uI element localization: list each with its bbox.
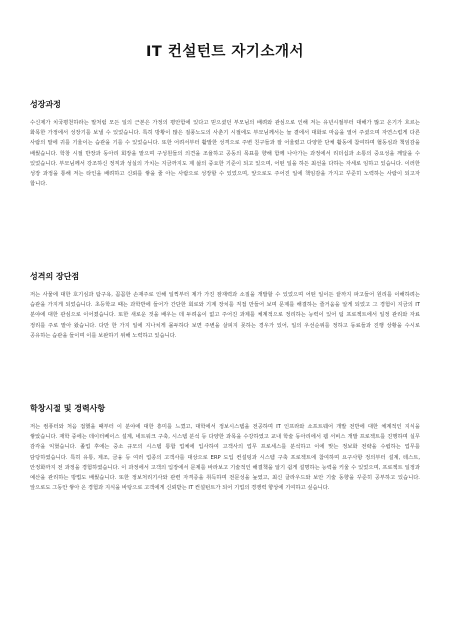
section-heading-strengths: 성격의 장단점 (30, 272, 80, 281)
section-body-education: 저는 컴퓨터와 처음 접했을 때부터 이 분야에 대한 흥미를 느꼈고, 대학에서 정보시스템을 전공하며 IT 인프라와 소프트웨어 개발 전반에 대한 체계적인 지식을 쌓았습니다. 재학 중에는 데이터베이스 설계, 네트워크 구축, 시스템 분석 등 다양한 과목을 수강하였고 교내 학술 동아리에서 웹 서비스 개발 프로젝트를 진행하며 실무 감각을 익혔습니다. 졸업 후에는 중소 규모의 시스템 통합 업체에 입사하여 고객사의 업무 프로세스를 분석하고 이에 맞는 정보화 전략을 수립하는 업무를 담당하였습니다. 특히 유통, 제조, 금융 등 여러 업종의 고객사를 대상으로 ERP 도입 컨설팅과 시스템 구축 프로젝트에 참여하며 요구사항 정의부터 설계, 테스트, 안정화까지 전 과정을 경험하였습니다. 이 과정에서 고객의 입장에서 문제를 바라보고 기술적인 해결책을 알기 쉽게 설명하는 능력을 키울 수 있었으며, 프로젝트 일정과 예산을 관리하는 방법도 배웠습니다. 또한 정보처리기사와 관련 자격증을 취득하며 전문성을 높였고, 최신 클라우드와 보안 기술 동향을 꾸준히 공부하고 있습니다. 앞으로도 그동안 쌓아 온 경험과 지식을 바탕으로 고객에게 신뢰받는 IT 컨설턴트가 되어 기업의 경쟁력 향상에 기여하고 싶습니다. (30, 424, 420, 492)
page-title: IT 컨설턴트 자기소개서 (146, 44, 304, 60)
section-body-growth: 수신제가 치국평천하라는 말처럼 모든 일의 근본은 가정의 평안함에 있다고 믿으셨던 부모님의 배려와 관심으로 인해 저는 유년시절부터 대해가 많고 온기가 흐르는 화목한 가정에서 성장기를 보낼 수 있었습니다. 특히 방황이 많은 질풍노도의 사춘기 시절에도 부모님께서는 늘 곁에서 대화로 마음을 열어 주셨으며 자연스럽게 다른 사람의 말에 귀를 기울이는 습관을 기를 수 있었습니다. 또한 어려서부터 활발한 성격으로 주변 친구들과 잘 어울렸고 다양한 단체 활동에 참여하며 협동심과 책임감을 배웠습니다. 학창 시절 반장과 동아리 회장을 맡으며 구성원들의 의견을 조율하고 공동의 목표를 향해 함께 나아가는 과정에서 리더십과 소통의 중요성을 깨달을 수 있었습니다. 부모님께서 강조하신 정직과 성실의 가치는 지금까지도 제 삶의 중요한 기준이 되고 있으며, 어떤 일을 하든 최선을 다하는 자세로 임하고 있습니다. 이러한 성장 과정을 통해 저는 타인을 배려하고 신뢰를 쌓을 줄 아는 사람으로 성장할 수 있었으며, 앞으로도 주어진 일에 책임감을 가지고 꾸준히 노력하는 사람이 되고자 합니다. (30, 120, 420, 188)
section-heading-growth: 성장과정 (30, 100, 61, 109)
section-heading-education: 학창시절 및 경력사항 (30, 404, 106, 413)
section-education (30, 404, 420, 493)
section-body-strengths: 저는 사물에 대한 호기심과 탐구욕, 꼼꼼한 손재주로 인해 일찍부터 제가 가진 잠재력과 소질을 개발할 수 있었으며 어떤 일이든 끝까지 파고들어 원리를 이해하려는 습관을 가지게 되었습니다. 초등학교 때는 과학반에 들어가 간단한 회로와 기계 장치를 직접 만들어 보며 문제를 해결하는 즐거움을 알게 되었고 그 경험이 지금의 IT 분야에 대한 관심으로 이어졌습니다. 또한 새로운 것을 배우는 데 두려움이 없고 주어진 과제를 체계적으로 정리하는 능력이 있어 팀 프로젝트에서 일정 관리와 자료 정리를 주로 맡아 왔습니다. 다만 한 가지 일에 지나치게 몰두하다 보면 주변을 살피지 못하는 경우가 있어, 일의 우선순위를 정하고 동료들과 진행 상황을 수시로 공유하는 습관을 들이며 이를 보완하기 위해 노력하고 있습니다. (30, 292, 420, 339)
section-strengths (30, 272, 420, 341)
section-growth (30, 100, 420, 189)
